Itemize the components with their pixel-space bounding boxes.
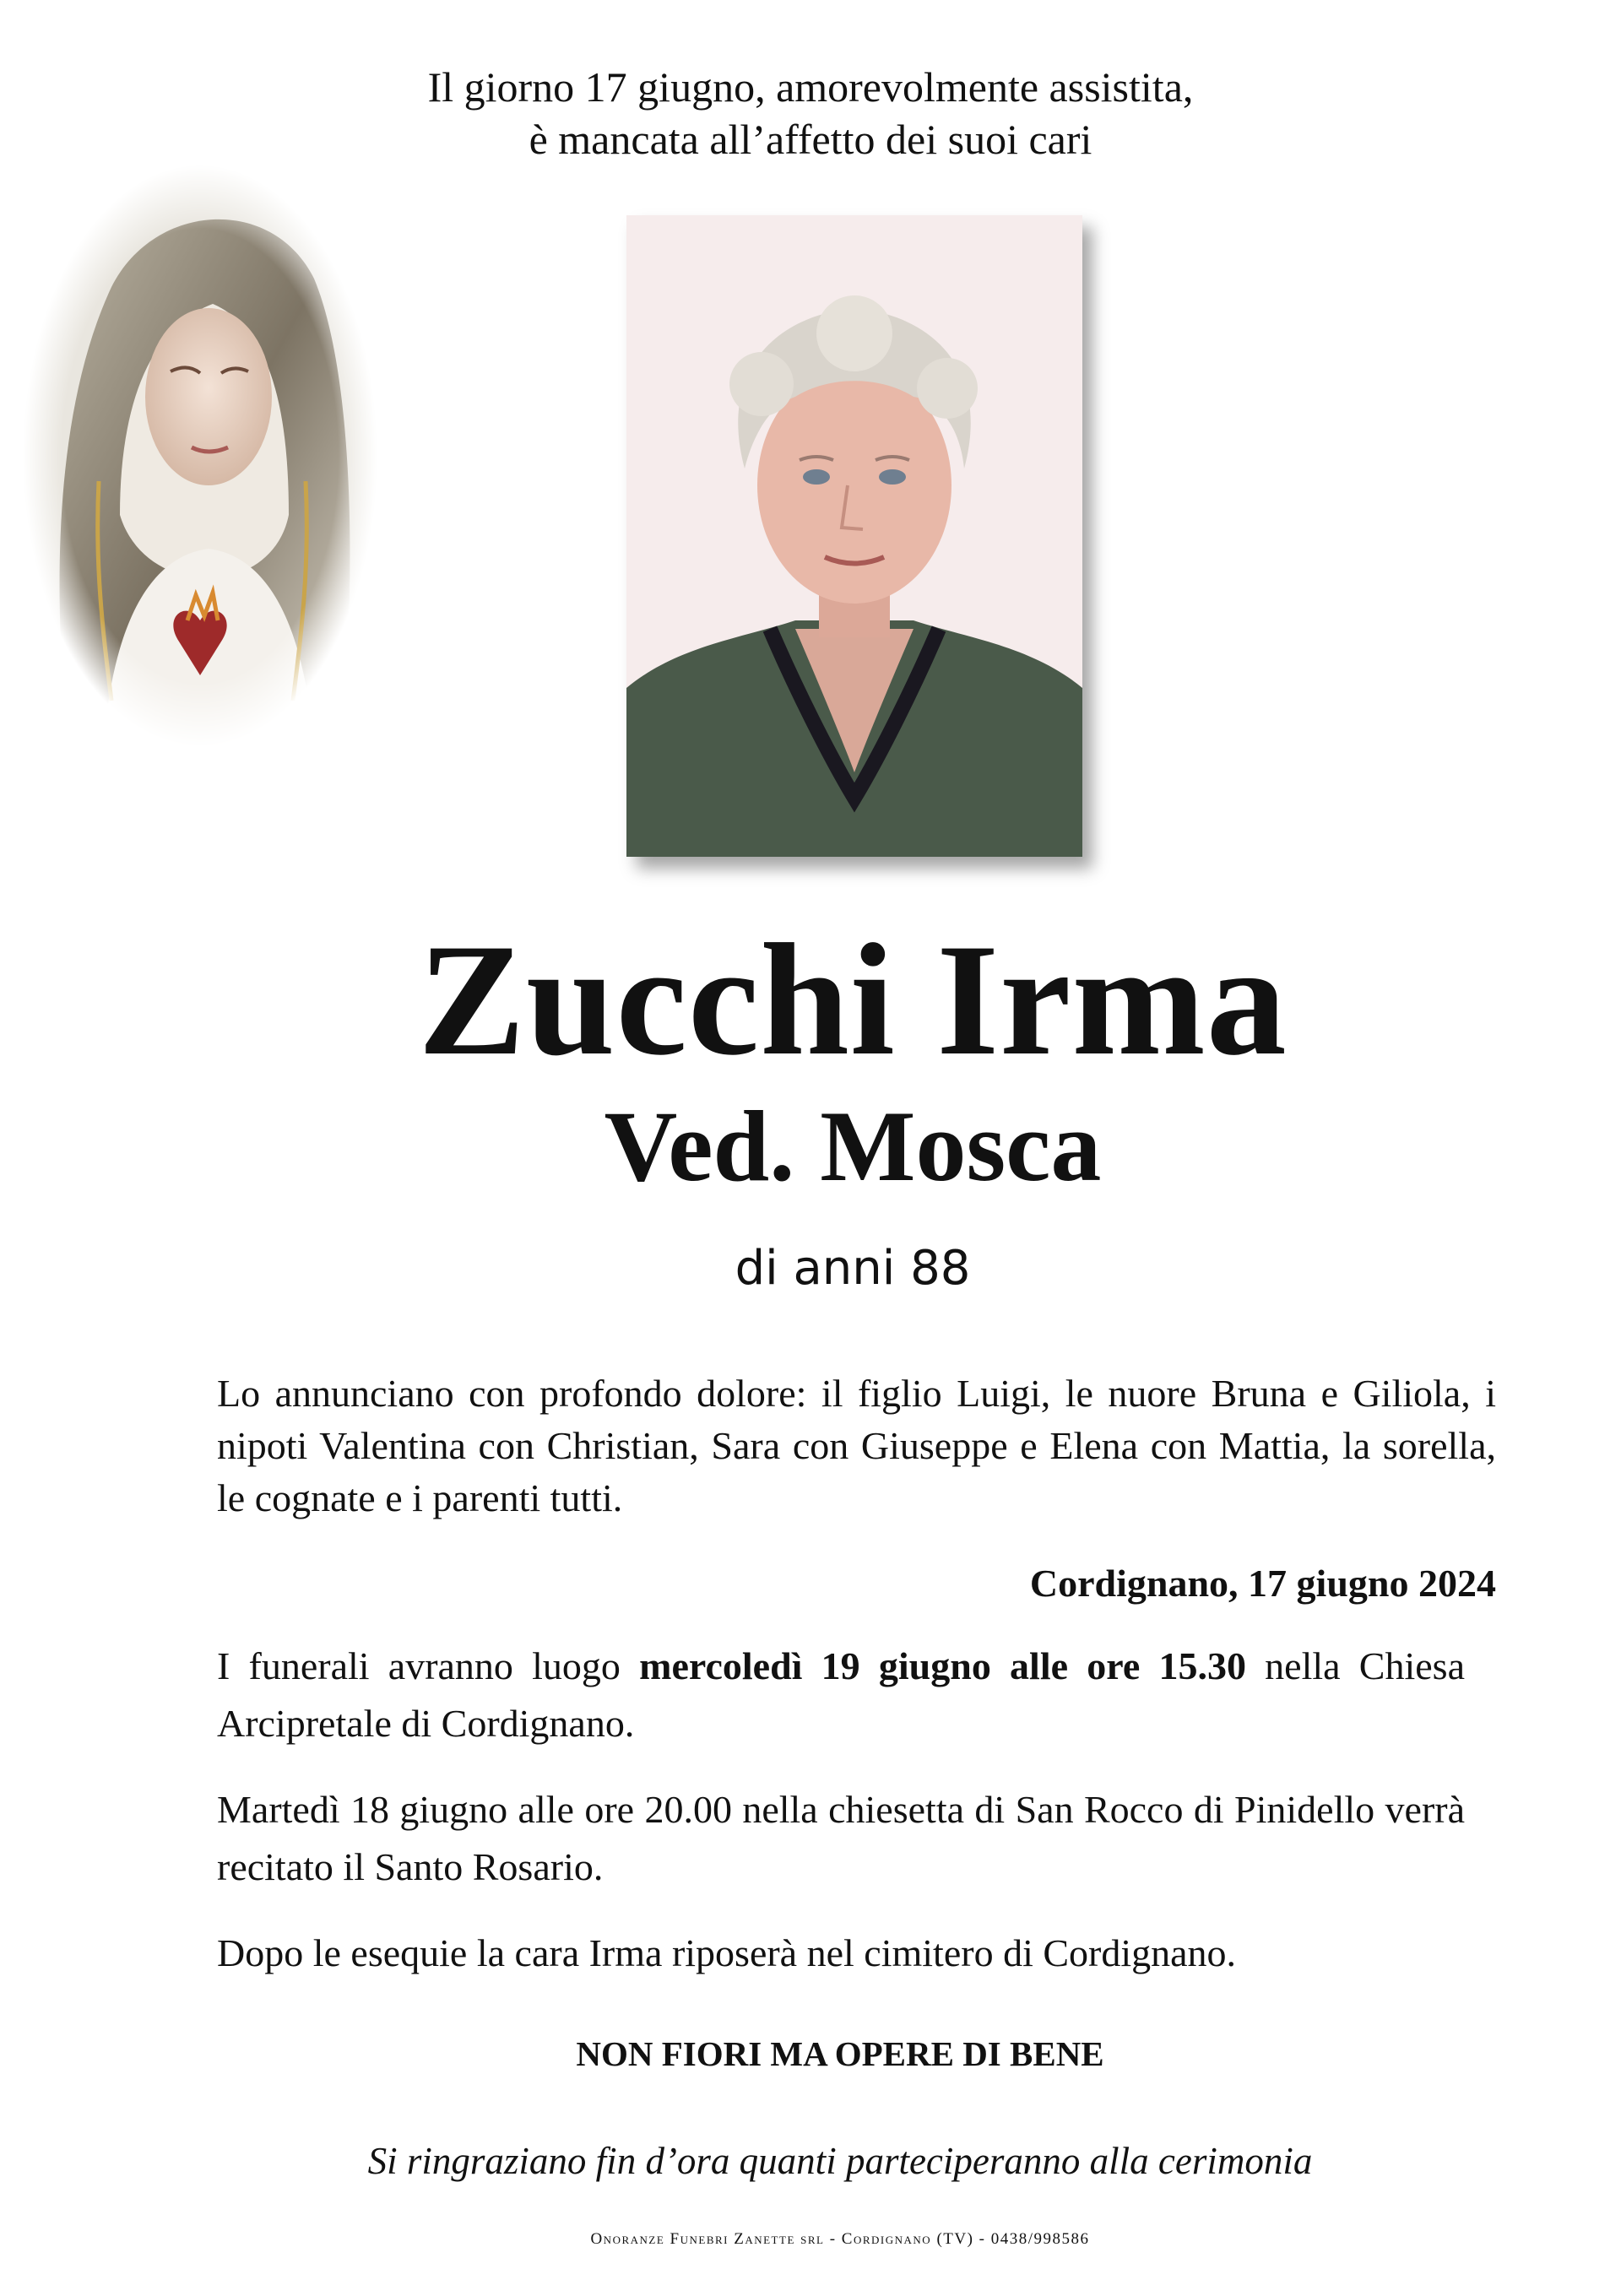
- funeral-suffix: nella Chiesa Arcipretale di Cordignano.: [217, 1644, 1465, 1745]
- intro-line-1: Il giorno 17 giugno, amorevolmente assistita,: [427, 63, 1194, 111]
- announcement-text: Lo annunciano con profondo dolore: il figlio Luigi, le nuore Bruna e Giliola, i nipoti Valentina con Christian, Sara con Giuseppe e Elena con Mattia, la sorella, le cognate e i parenti tutti.: [217, 1372, 1496, 1519]
- intro-text: [0, 61, 1621, 165]
- portrait-image: [626, 215, 1082, 857]
- madonna-image: [19, 160, 382, 751]
- thanks-text: Si ringraziano fin d’ora quanti parteciperanno alla cerimonia: [367, 2140, 1313, 2182]
- portrait-photo: [626, 215, 1082, 857]
- no-flowers-notice: NON FIORI MA OPERE DI BENE: [576, 2034, 1104, 2073]
- place-date: Cordignano, 17 giugno 2024: [1029, 1562, 1496, 1605]
- age: di anni 88: [735, 1241, 971, 1296]
- rosary-info: Martedì 18 giugno alle ore 20.00 nella chiesetta di San Rocco di Pinidello verrà recitato il Santo Rosario.: [217, 1788, 1465, 1888]
- funeral-datetime: mercoledì 19 giugno alle ore 15.30: [639, 1644, 1246, 1687]
- funeral-info: [217, 1638, 1465, 1752]
- deceased-name: Zucchi Irma: [418, 912, 1288, 1089]
- burial-info: Dopo le esequie la cara Irma riposerà nel cimitero di Cordignano.: [217, 1931, 1237, 1974]
- funeral-home-footer: Onoranze Funebri Zanette srl - Cordignano (TV) - 0438/998586: [590, 2230, 1090, 2248]
- widow-of: Ved. Mosca: [604, 1090, 1102, 1202]
- funeral-prefix: I funerali avranno luogo: [217, 1644, 640, 1687]
- intro-line-2: è mancata all’affetto dei suoi cari: [529, 116, 1092, 163]
